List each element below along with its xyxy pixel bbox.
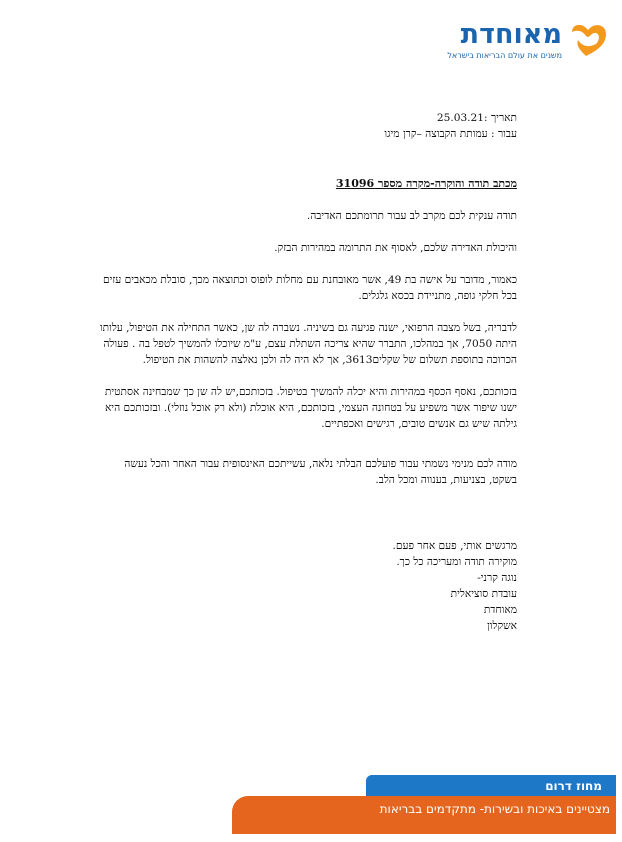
body-paragraph: לדבריה, בשל מצבה הרפואי, ישנה פגיעה גם בשיניה. נשברה לה שן, כאשר התחילה את הטיפול, עלותו היתה 7050, אך במהלכו, התברר שהיא צריכה השתלת עצם, ע"מ שיוכלו להמשיך לטפל בה . פעולה הכרוכה בתוספת תשלום של שקלים3613, אך לא היה לה ולכן נאלצה להשהות את הטיפול. [99, 322, 517, 366]
footer-slogan: מצטיינים באיכות ובשירות- מתקדמים בבריאות [379, 802, 610, 816]
letter-date: תאריך :25.03.21 [436, 112, 517, 124]
body-paragraph: כאמור, מדובר על אישה בת 49, אשר מאובחנת עם מחלות לופוס וכתוצאה מכך, סובלת מכאבים עזים בכל חלקי גופה, מתניידת בכסא גלגלים. [102, 274, 517, 302]
body-paragraph: והיכולת האדירה שלכם, לאסוף את התרומה במהירות הבזק. [274, 242, 517, 254]
letter-title: מכתב תודה והוקרה-מקרה מספר 31096 [335, 177, 517, 190]
body-paragraph: בזכותכם, נאסף הכסף במהירות והיא יכלה להמשיך בטיפול. בזכותכם,יש לה שן כך שמבחינה אסתטית ישנו שיפור אשר משפיע על בטחונה העצמי, בזכותכם, היא אוכלת (ולא רק אוכל נוזלי). ובזכותכם היא גילתה שיש גם אנשים טובים, רגישים ואכפתיים. [104, 386, 517, 430]
letter-recipient: עבור : עמותת הקבוצה –קרן מיגו [384, 128, 517, 140]
letter-header [97, 110, 517, 142]
letter-closing [97, 538, 517, 634]
signature-role: עובדת סוציאלית [450, 588, 517, 600]
signature-org: מאוחדת [483, 604, 517, 616]
maccabi-logo [400, 18, 610, 62]
heart-logo-icon [566, 18, 610, 58]
closing-line: מוקירה תודה ומעריכה כל כך. [396, 556, 517, 568]
body-paragraph: תודה ענקית לכם מקרב לב עבור תרומתכם האדיבה. [306, 210, 517, 222]
letter-body [97, 208, 517, 488]
logo-name: מאוחדת [460, 19, 562, 50]
signature-branch: אשקלון [487, 620, 517, 632]
closing-line: מרגשים אותי, פעם אחר פעם. [392, 540, 517, 552]
footer-district: מחוז דרום [545, 779, 602, 793]
signature-name: נוגה קרני- [477, 572, 517, 584]
footer-slogan-banner [232, 796, 616, 834]
body-paragraph: מודה לכם מנימי נשמתי עבור פועלכם הבלתי נלאה, עשייתכם האינסופית עבור האחר והכל נעשה בשקט, בצניעות, בענווה ומכל הלב. [124, 458, 517, 486]
logo-tagline: משנים את עולם הבריאות בישראל [447, 51, 562, 60]
